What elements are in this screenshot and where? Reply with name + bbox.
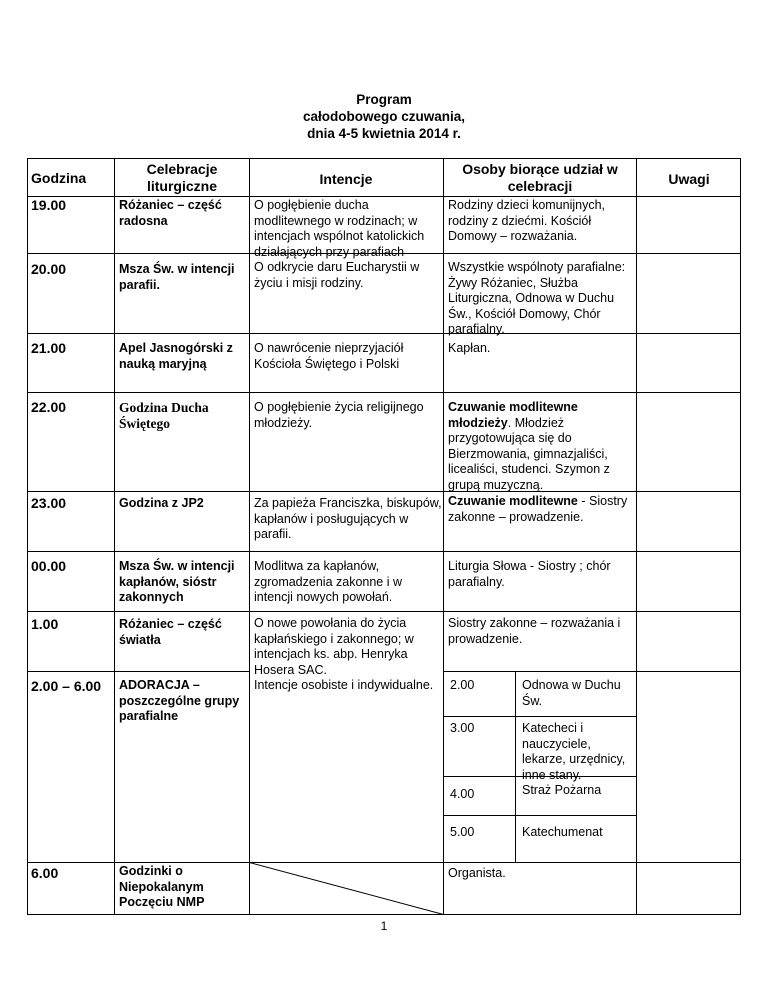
adoration-hour: 5.00 xyxy=(450,825,475,839)
adoration-hour: 4.00 xyxy=(450,787,475,801)
participants-text: . Młodzież przygotowująca się do Bierzmowania, gimnazjaliści, licealiści, studenci. Szymon z grupą muzyczną. xyxy=(448,415,610,492)
row-time: 21.00 xyxy=(31,340,67,356)
row-celebration: Godzinki o Niepokalanym Poczęciu NMP xyxy=(119,864,205,909)
row-time: 23.00 xyxy=(31,495,67,511)
participants-highlight: Czuwanie modlitewne młodzieży xyxy=(448,400,578,430)
row-intention: O nawrócenie nieprzyjaciół Kościoła Świętego i Polski xyxy=(254,341,404,371)
row-intention: O pogłębienie ducha modlitewnego w rodzinach; w intencjach wspólnot katolickich działających przy parafiach xyxy=(254,198,425,259)
row-time: 2.00 – 6.00 xyxy=(31,678,102,694)
row-celebration: Apel Jasnogórski z nauką maryjną xyxy=(119,341,233,371)
row-participants: Siostry zakonne – rozważania i prowadzenie. xyxy=(448,616,621,646)
header-celebracje: Celebracje liturgiczne xyxy=(146,161,218,194)
adoration-group: Straż Pożarna xyxy=(522,783,602,797)
row-intention: Modlitwa za kapłanów, zgromadzenia zakonne i w intencji nowych powołań. xyxy=(254,559,402,604)
adoration-hour: 2.00 xyxy=(450,678,475,692)
adoration-group: Odnowa w Duchu Św. xyxy=(522,678,621,708)
row-time: 6.00 xyxy=(31,865,59,881)
header-intencje: Intencje xyxy=(319,171,373,187)
header-godzina: Godzina xyxy=(31,170,87,186)
row-intention: O pogłębienie życia religijnego młodzieży. xyxy=(254,400,424,430)
row-intention: Intencje osobiste i indywidualne. xyxy=(254,678,434,692)
row-celebration: Msza Św. w intencji parafii. xyxy=(119,262,235,292)
row-participants: Kapłan. xyxy=(448,341,491,355)
participants-highlight: Czuwanie modlitewne xyxy=(448,494,578,508)
adoration-group: Katecheci i nauczyciele, lekarze, urzędnicy, inne stany. xyxy=(522,721,626,782)
row-celebration: Godzina Ducha Świętego xyxy=(119,400,209,431)
row-time: 20.00 xyxy=(31,261,67,277)
header-osoby: Osoby biorące udział w celebracji xyxy=(462,161,618,194)
row-intention: O odkrycie daru Eucharystii w życiu i misji rodziny. xyxy=(254,260,420,290)
participants-text: - Siostry zakonne – prowadzenie. xyxy=(448,494,628,524)
row-celebration: Różaniec – część radosna xyxy=(119,198,222,228)
row-time: 1.00 xyxy=(31,616,59,632)
row-celebration: Godzina z JP2 xyxy=(119,496,204,510)
title-line-1: Program xyxy=(356,92,412,107)
title-line-3: dnia 4-5 kwietnia 2014 r. xyxy=(307,126,461,141)
row-intention: O nowe powołania do życia kapłańskiego i zakonnego; w intencjach ks. abp. Henryka Hosera SAC. xyxy=(254,616,414,677)
row-participants: Wszystkie wspólnoty parafialne: Żywy Różaniec, Służba Liturgiczna, Odnowa w Duchu Św., Kościół Domowy, Chór parafialny. xyxy=(448,260,626,336)
row-time: 19.00 xyxy=(31,197,67,213)
page-number: 1 xyxy=(380,919,388,933)
row-celebration: Różaniec – część światła xyxy=(119,617,222,647)
row-celebration: Msza Św. w intencji kapłanów, sióstr zakonnych xyxy=(119,559,235,604)
row-participants: Rodziny dzieci komunijnych, rodziny z dziećmi. Kościół Domowy – rozważania. xyxy=(448,198,606,243)
title-line-2: całodobowego czuwania, xyxy=(302,109,466,124)
row-participants: Organista. xyxy=(448,866,506,880)
adoration-group: Katechumenat xyxy=(522,825,603,839)
row-participants: Liturgia Słowa - Siostry ; chór parafialny. xyxy=(448,559,611,589)
row-participants xyxy=(448,494,634,525)
adoration-hour: 3.00 xyxy=(450,721,475,735)
row-time: 00.00 xyxy=(31,558,67,574)
header-uwagi: Uwagi xyxy=(668,171,710,187)
row-participants xyxy=(448,400,634,493)
row-celebration: ADORACJA – poszczególne grupy parafialne xyxy=(119,678,240,723)
row-time: 22.00 xyxy=(31,399,67,415)
row-intention: Za papieża Franciszka, biskupów, kapłanów i posługujących w parafii. xyxy=(254,496,442,541)
